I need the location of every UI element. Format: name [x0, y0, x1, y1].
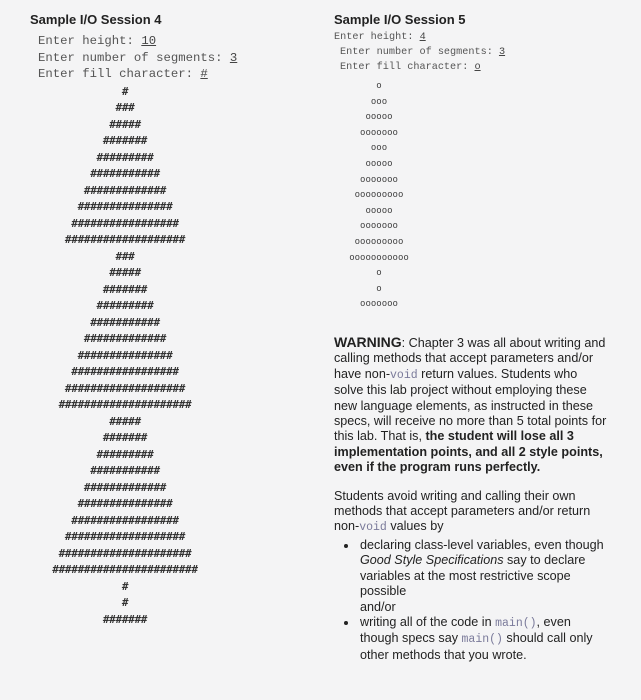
tree-row: #################	[71, 216, 179, 230]
session4-tree-output	[30, 84, 220, 629]
warning-text: return values. Students who solve this lab project without employing these new language elements, as instructed in these specs, will receive no more than 5 total points for this lab. That is,	[334, 366, 607, 444]
tree-row: ooooooo	[360, 174, 398, 185]
prompt-value: 3	[229, 50, 238, 65]
paragraph-text: Students avoid writing and calling their own methods that accept parameters and/or return non-	[334, 488, 591, 534]
tree-row: ###########	[90, 464, 160, 477]
tree-row: o	[376, 81, 382, 91]
tree-row: ###	[115, 101, 135, 114]
code-void: void	[390, 368, 418, 382]
tree-row: ooooooo	[360, 127, 398, 138]
tree-row: #######	[102, 431, 148, 444]
tree-row: ooooooooo	[354, 190, 404, 201]
warning-text: : Chapter 3 was all about writing and calling methods that accept parameters and/or have non-	[334, 336, 606, 381]
segments-prompt	[334, 45, 634, 60]
tree-row: ###################	[64, 381, 186, 395]
code-main: main()	[495, 616, 537, 630]
session5-tree-output	[334, 79, 424, 313]
tree-row: #####################	[58, 546, 192, 560]
tree-row: o	[376, 268, 382, 279]
tree-row: #########	[96, 299, 154, 312]
tree-row: #####	[109, 414, 141, 428]
tree-row: #############	[83, 480, 167, 494]
session4-prompts	[30, 33, 320, 83]
tree-row: ###################	[64, 530, 186, 543]
tree-row: o	[376, 283, 382, 294]
tree-row: ooooo	[365, 112, 393, 123]
tree-row: #######	[102, 282, 148, 296]
prompt-value: 4	[419, 32, 426, 43]
tree-row: #	[121, 84, 129, 98]
tree-row: #######################	[52, 563, 198, 576]
warning-penalty: the student will lose all 3 implementation points, and all 2 style points, even if the program runs perfectly.	[334, 429, 603, 475]
prompt-label: Enter height:	[334, 32, 420, 43]
session5-panel	[334, 0, 634, 313]
warning-heading: WARNING	[334, 334, 402, 350]
list-text: say to declare variables at the most restrictive scope possible	[360, 553, 586, 599]
tree-row: ooooo	[365, 158, 393, 169]
session4-title: Sample I/O Session 4	[30, 12, 162, 27]
code-void: void	[359, 521, 387, 535]
tree-row: ooooooo	[360, 299, 398, 310]
list-item	[358, 538, 609, 615]
paragraph-text: values by	[386, 519, 444, 534]
tree-row: ooooooooo	[354, 236, 404, 247]
list-text: , even though specs say	[360, 614, 571, 646]
tree-row: ###########	[90, 167, 160, 180]
prompt-value: 10	[141, 34, 157, 48]
tree-row: #####	[109, 266, 141, 279]
fill-prompt	[334, 60, 634, 75]
tree-row: ooooooooooo	[349, 252, 409, 263]
list-item	[358, 615, 609, 663]
tree-row: #########	[96, 447, 154, 461]
tree-row: ###################	[64, 233, 186, 246]
list-text: declaring class-level variables, even though	[360, 537, 604, 552]
warning-notice	[334, 335, 609, 663]
tree-row: ooooooo	[360, 221, 398, 232]
tree-row: #################	[71, 365, 179, 378]
tree-row: #######	[102, 612, 148, 626]
prompt-label: Enter number of segments:	[38, 50, 230, 65]
warning-paragraph	[334, 335, 609, 476]
segments-prompt	[38, 50, 320, 67]
tree-row: ###############	[77, 200, 173, 213]
tree-row: #################	[71, 513, 179, 527]
tree-row: ###############	[77, 348, 173, 362]
prompt-value: 3	[498, 47, 506, 58]
height-prompt	[38, 33, 320, 50]
fill-prompt	[38, 66, 320, 83]
session5-title: Sample I/O Session 5	[334, 12, 466, 27]
tree-row: #############	[83, 332, 167, 345]
avoidance-list	[334, 538, 609, 663]
list-connector: and/or	[360, 599, 396, 614]
style-spec-reference: Good Style Specifications	[360, 553, 504, 568]
prompt-label: Enter fill character:	[38, 67, 201, 81]
code-main: main()	[461, 633, 503, 647]
tree-row: #########	[96, 150, 154, 164]
tree-row: ###	[115, 249, 135, 263]
tree-row: #	[121, 596, 129, 609]
tree-row: #############	[83, 183, 167, 197]
tree-row: ooo	[370, 143, 388, 154]
avoidance-paragraph	[334, 489, 609, 536]
tree-row: #####################	[58, 398, 192, 411]
tree-row: ooooo	[365, 205, 393, 216]
prompt-value: #	[200, 67, 208, 81]
session5-prompts	[334, 30, 634, 75]
tree-row: #######	[102, 134, 148, 147]
prompt-label: Enter number of segments:	[340, 47, 499, 58]
tree-row: ###########	[90, 315, 160, 329]
prompt-value: o	[474, 62, 481, 73]
prompt-label: Enter height:	[38, 34, 142, 48]
list-text: writing all of the code in	[360, 614, 496, 629]
tree-row: ###############	[77, 497, 173, 510]
tree-row: #####	[109, 117, 141, 131]
height-prompt	[334, 30, 634, 45]
session4-panel	[30, 0, 320, 628]
list-text: should call only other methods that you wrote.	[360, 631, 593, 662]
tree-row: ooo	[370, 96, 388, 107]
prompt-label: Enter fill character:	[340, 62, 475, 73]
tree-row: #	[121, 579, 129, 593]
